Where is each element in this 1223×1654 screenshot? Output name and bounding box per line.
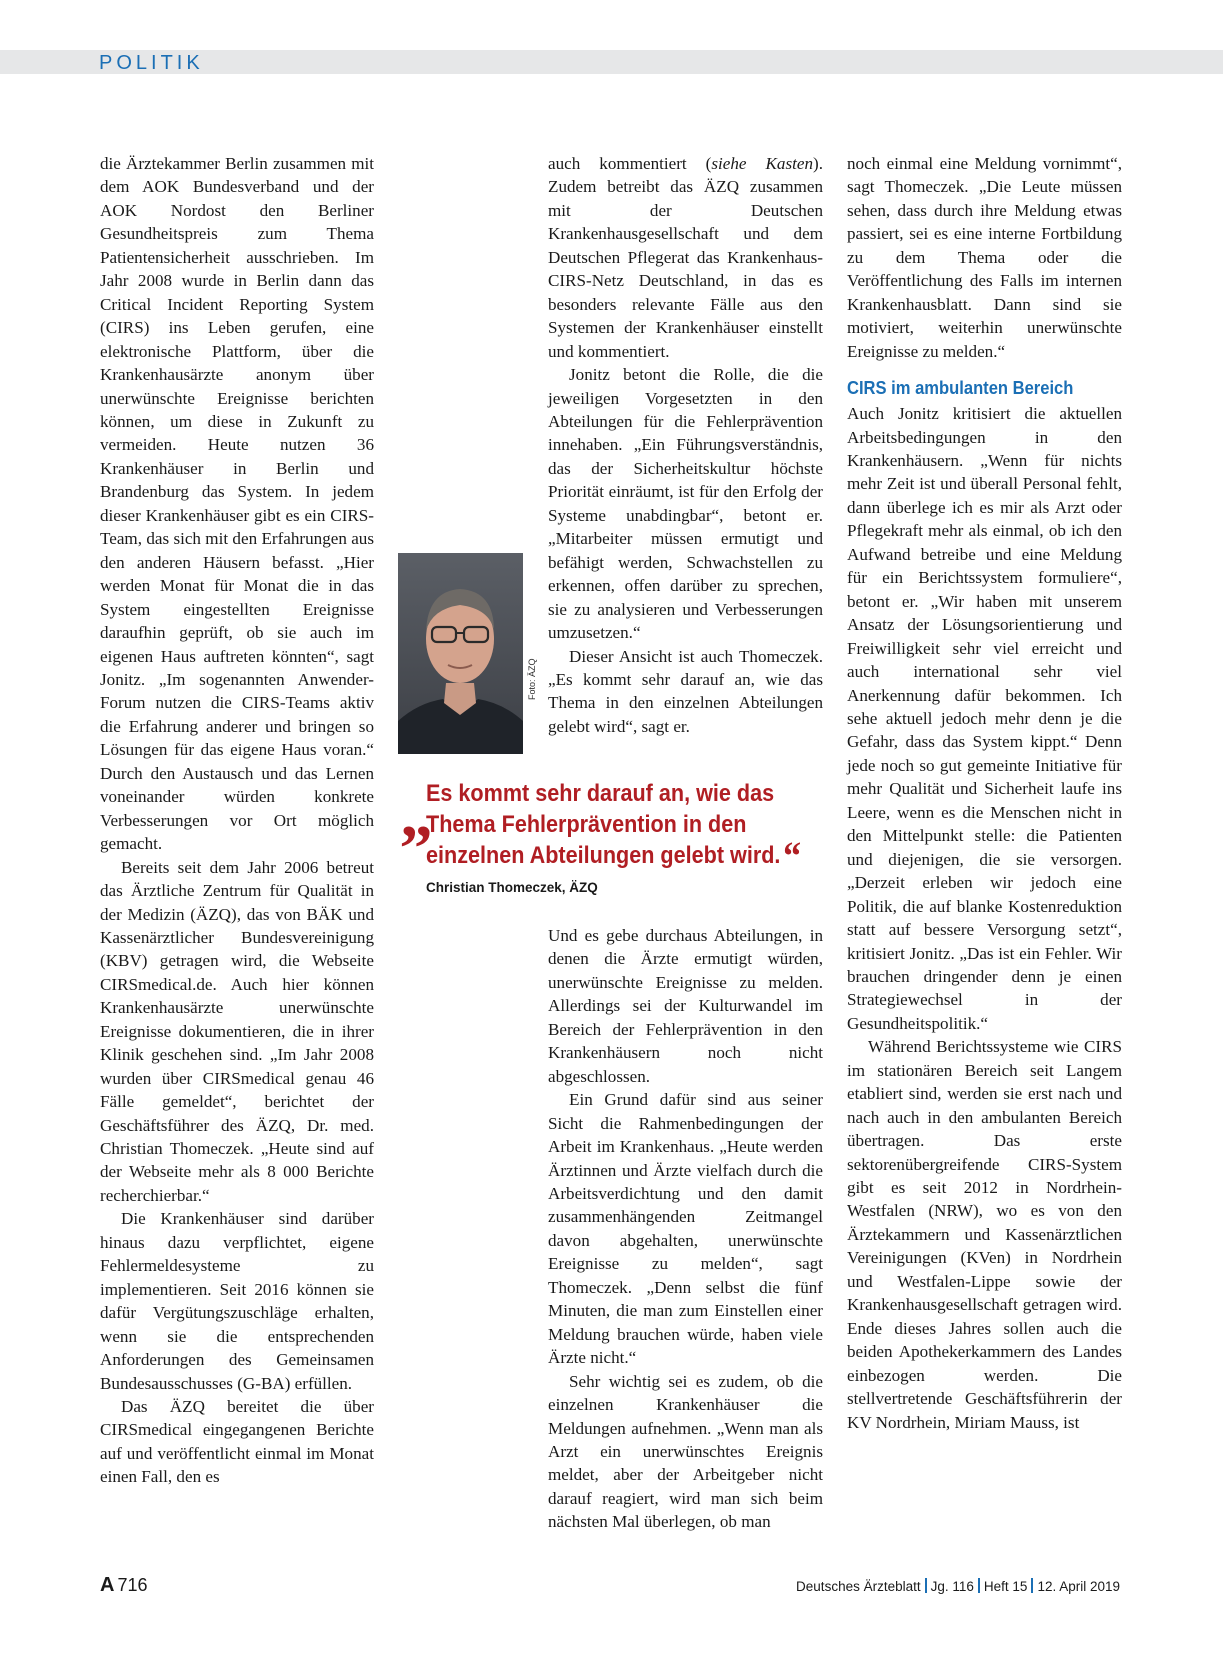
- paragraph: Jonitz betont die Rolle, die die jeweiligen Vorgesetzten in den Abteilungen für die Fehlerprävention innehaben. „Ein Führungsverständnis, das der Sicherheitskultur höchste Priorität einräumt, ist für den Erfolg der Systeme unabdingbar“, betont er. „Mitarbeiter müssen ermutigt und befähigt werden, Schwachstellen zu erkennen, offen darüber zu sprechen, sie zu analysieren und Verbesserungen umzusetzen.“: [548, 365, 823, 643]
- paragraph: Dieser Ansicht ist auch Thomeczek. „Es kommt sehr darauf an, wie das Thema in den einzelnen Abteilungen gelebt wird“, sagt er.: [548, 646, 823, 736]
- portrait-photo: [398, 553, 523, 754]
- paragraph: Während Berichtssysteme wie CIRS im stationären Bereich seit Langem etabliert sind, werden sie erst nach und nach auch in den ambulanten Bereich übertragen. Das erste sektorenübergreifende CIRS-System gibt es seit 2012 in Nordrhein-Westfalen (NRW), wo es von den Ärztekammern und Kassenärztlichen Vereinigungen (KVen) in Nordrhein und Westfalen-Lippe sowie der Krankenhausgesellschaft getragen wird. Ende dieses Jahres sollen auch die beiden Apothekerkammern des Landes einbezogen werden. Die stellvertretende Geschäftsführerin der KV Nordrhein, Miriam Mauss, ist: [847, 1037, 1122, 1432]
- quote-author: Christian Thomeczek, ÄZQ: [426, 880, 598, 895]
- paragraph: Ein Grund dafür sind aus seiner Sicht die Rahmenbedingungen der Arbeit im Krankenhaus. „Heute werden Ärztinnen und Ärzte vielfach durch die Arbeitsverdichtung und den damit zusammenhängenden Zeitmangel davon abgehalten, unerwünschte Ereignisse zu melden“, sagt Thomeczek. „Denn selbst die fünf Minuten, die man zum Einstellen einer Meldung brauchen würde, haben viele Ärzte nicht.“: [548, 1090, 823, 1368]
- pull-quote: [426, 778, 804, 878]
- page-number: [100, 1574, 148, 1597]
- separator: [1031, 1578, 1033, 1593]
- paragraph: die Ärztekammer Berlin zusammen mit dem AOK Bundesverband und der AOK Nordost den Berliner Gesundheitspreis zum Thema Patientensicherheit ausschrieben. Im Jahr 2008 wurde in Berlin dann das Critical Incident Reporting System (CIRS) ins Leben gerufen, eine elektronische Plattform, über die Krankenhausärzte anonym über unerwünschte Ereignisse berichten können, um diese in Zukunft zu vermeiden. Heute nutzen 36 Krankenhäuser in Berlin und Brandenburg das System. In jedem dieser Krankenhäuser gibt es ein CIRS-Team, das sich mit den Erfahrungen aus den anderen Häusern befasst. „Hier werden Monat für Monat die in das System eingestellten Ereignisse daraufhin geprüft, ob sie auch im eigenen Haus auftreten könnten“, sagt Jonitz. „Im sogenannten Anwender-Forum nutzen die CIRS-Teams aktiv die Erfahrung anderer und bringen so Lösungen für das eigene Haus voran.“ Durch den Austausch und das Lernen voneinander würden konkrete Verbesserungen vor Ort möglich gemacht.: [100, 154, 374, 854]
- page-number-value: 716: [117, 1575, 148, 1595]
- portrait-illustration: [398, 553, 523, 754]
- journal-footer: [796, 1578, 1120, 1594]
- subheading: CIRS im ambulanten Bereich: [847, 378, 1074, 399]
- box-reference: siehe Kasten: [711, 154, 814, 173]
- journal-date: 12. April 2019: [1037, 1579, 1120, 1594]
- article-column-3: [847, 152, 1122, 1434]
- separator: [925, 1578, 927, 1593]
- quote-close-mark: “: [783, 833, 802, 878]
- paragraph: auch kommentiert (siehe Kasten). Zudem betreibt das ÄZQ zusammen mit der Deutschen Krankenhausgesellschaft und dem Deutschen Pflegerat das Krankenhaus-CIRS-Netz Deutschland, in das es besonders relevante Fälle aus den Systemen der Krankenhäuser einstellt und kommentiert.: [548, 154, 823, 361]
- page-prefix: A: [100, 1574, 115, 1596]
- paragraph: Die Krankenhäuser sind darüber hinaus dazu verpflichtet, eigene Fehlermeldesysteme zu implementieren. Seit 2016 können sie dafür Vergütungszuschläge erhalten, wenn sie die entsprechenden Anforderungen des Gemeinsamen Bundesausschusses (G-BA) erfüllen.: [100, 1209, 374, 1393]
- article-column-2-bottom: [548, 924, 823, 1534]
- paragraph: noch einmal eine Meldung vornimmt“, sagt Thomeczek. „Die Leute müssen sehen, dass durch ihre Meldung etwas passiert, sei es eine interne Fortbildung zu dem Thema oder die Veröffentlichung des Falls im internen Krankenhausblatt. Dann sind sie motiviert, weiterhin unerwünschte Ereignisse zu melden.“: [847, 154, 1122, 361]
- article-column-2-top: [548, 152, 823, 738]
- paragraph: Das ÄZQ bereitet die über CIRSmedical eingegangenen Berichte auf und veröffentlicht einmal im Monat einen Fall, den es: [100, 1397, 374, 1487]
- photo-credit: Foto: ÄZQ: [527, 658, 537, 700]
- paragraph: Sehr wichtig sei es zudem, ob die einzelnen Krankenhäuser die Meldungen aufnehmen. „Wenn man als Arzt ein unerwünschtes Ereignis meldet, aber der Arbeitgeber nicht darauf reagiert, wird man sich beim nächsten Mal überlegen, ob man: [548, 1371, 823, 1532]
- paragraph: Und es gebe durchaus Abteilungen, in denen die Ärzte ermutigt würden, unerwünschte Ereignisse zu melden. Allerdings sei der Kulturwandel im Bereich der Fehlerprävention in den Krankenhäusern noch nicht abgeschlossen.: [548, 926, 823, 1086]
- separator: [978, 1578, 980, 1593]
- paragraph: Auch Jonitz kritisiert die aktuellen Arbeitsbedingungen in den Krankenhäusern. „Wenn für nichts mehr Zeit ist und überall Personal fehlt, dann überlege ich es mir als Arzt oder Pflegekraft mehr als einmal, ob ich den Aufwand betreibe und eine Meldung für ein Berichtssystem formuliere“, betont er. „Wir haben mit unserem Ansatz der Lösungsorientierung und Freiwilligkeit sehr viel erreicht und auch international sehr viel Anerkennung dafür bekommen. Ich sehe aktuell jedoch mehr denn je die Gefahr, dass das System kippt.“ Denn jede noch so gut gemeinte Initiative für mehr Qualität und Sicherheit laufe ins Leere, wenn es die Menschen nicht in den Mittelpunkt stelle: die Patienten und diejenigen, die sie versorgen. „Derzeit erleben wir jedoch eine Politik, die auf blanke Kostenreduktion statt auf bessere Versorgung setzt“, kritisiert Jonitz. „Das ist ein Fehler. Wir brauchen dringender denn je einen Strategiewechsel in der Gesundheitspolitik.“: [847, 404, 1122, 1033]
- paragraph: Bereits seit dem Jahr 2006 betreut das Ärztliche Zentrum für Qualität in der Medizin (ÄZQ), das von BÄK und Kassenärztlicher Bundesvereinigung (KBV) getragen wird, die Webseite CIRSmedical.de. Auch hier können Krankenhausärzte unerwünschte Ereignisse dokumentieren, die in ihrer Klinik geschehen sind. „Im Jahr 2008 wurden über CIRSmedical genau 46 Fälle gemeldet“, berichtet der Geschäftsführer des ÄZQ, Dr. med. Christian Thomeczek. „Heute sind auf der Webseite mehr als 8 000 Berichte recherchierbar.“: [100, 857, 374, 1205]
- journal-issue: Heft 15: [983, 1579, 1028, 1594]
- journal-name: Deutsches Ärzteblatt: [796, 1579, 921, 1594]
- article-column-1: [100, 152, 374, 1489]
- section-label: POLITIK: [99, 52, 204, 74]
- pull-quote-text: Es kommt sehr darauf an, wie das Thema Fehlerprävention in den einzelnen Abteilungen gelebt wird.: [426, 780, 781, 869]
- quote-open-mark: „: [400, 778, 433, 851]
- journal-volume: Jg. 116: [930, 1579, 974, 1594]
